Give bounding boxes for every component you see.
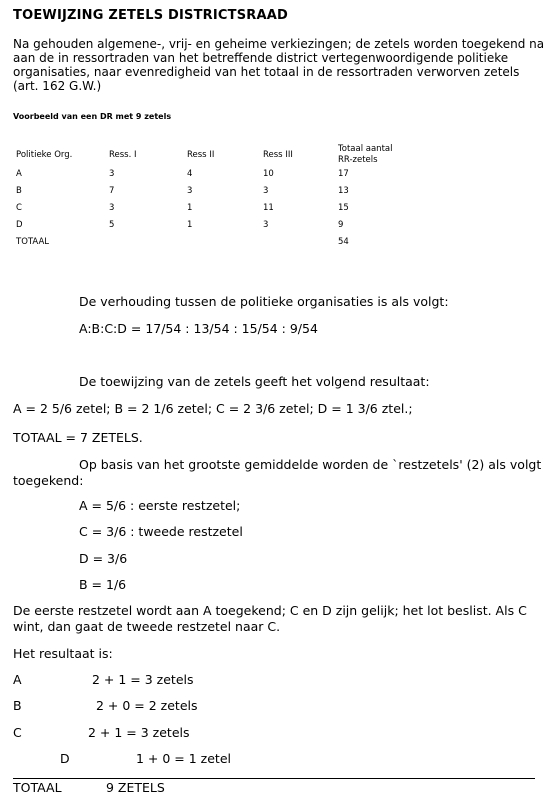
table-row: A 3 4 10 17 <box>16 169 349 179</box>
table-total-row: TOTAAL 54 <box>16 237 349 247</box>
rest-item: B = 1/6 <box>79 577 127 592</box>
rest-intro-line-1: Op basis van het grootste gemiddelde worden de `restzetels' (2) als volgt <box>79 457 542 472</box>
final-calc-b: 2 + 0 = 2 zetels <box>96 698 198 713</box>
lot-text-line-2: wint, dan gaat de tweede restzetel naar C. <box>13 619 281 634</box>
final-intro: Het resultaat is: <box>13 646 113 661</box>
grand-total-label: TOTAAL <box>13 780 62 795</box>
final-org-a: A <box>13 672 22 687</box>
table-header-row <box>13 144 428 169</box>
header-org: Politieke Org. <box>16 150 73 160</box>
ratio-formula: A:B:C:D = 17/54 : 13/54 : 15/54 : 9/54 <box>79 321 318 336</box>
total-seats-line: TOTAAL = 7 ZETELS. <box>13 430 143 445</box>
lot-text-line-1: De eerste restzetel wordt aan A toegekend; C en D zijn gelijk; het lot beslist. Als C <box>13 603 527 618</box>
header-ress-1: Ress. I <box>109 150 137 160</box>
rest-item: D = 3/6 <box>79 551 128 566</box>
table-row: B 7 3 3 13 <box>16 186 349 196</box>
result-intro: De toewijzing van de zetels geeft het volgend resultaat: <box>79 374 430 389</box>
grand-total-value: 9 ZETELS <box>106 780 165 795</box>
rest-intro-line-2: toegekend: <box>13 473 84 488</box>
example-heading: Voorbeeld van een DR met 9 zetels <box>13 112 172 121</box>
header-ress-3: Ress III <box>263 150 293 160</box>
document-title: TOEWIJZING ZETELS DISTRICTSRAAD <box>13 8 288 23</box>
final-calc-c: 2 + 1 = 3 zetels <box>88 725 190 740</box>
final-calc-a: 2 + 1 = 3 zetels <box>92 672 194 687</box>
seats-table <box>13 144 428 254</box>
divider <box>13 778 535 779</box>
final-calc-d: 1 + 0 = 1 zetel <box>136 751 231 766</box>
ratio-intro: De verhouding tussen de politieke organisaties is als volgt: <box>79 294 449 309</box>
final-org-b: B <box>13 698 22 713</box>
result-line: A = 2 5/6 zetel; B = 2 1/6 zetel; C = 2 3/6 zetel; D = 1 3/6 ztel.; <box>13 401 413 416</box>
table-row: C 3 1 11 15 <box>16 203 349 213</box>
rest-item: C = 3/6 : tweede restzetel <box>79 524 243 539</box>
final-org-d: D <box>60 751 70 766</box>
final-org-c: C <box>13 725 22 740</box>
table-row: D 5 1 3 9 <box>16 220 344 230</box>
header-ress-2: Ress II <box>187 150 215 160</box>
header-total: Totaal aantal RR-zetels <box>338 144 393 165</box>
rest-item: A = 5/6 : eerste restzetel; <box>79 498 241 513</box>
intro-paragraph: Na gehouden algemene-, vrij- en geheime verkiezingen; de zetels worden toegekend na aan de in ressortraden van het betreffende district vertegenwoordigende politieke organisaties, naar evenredigheid van het totaal in de ressortraden verworven zetels (art. 162 G.W.) <box>13 37 545 93</box>
